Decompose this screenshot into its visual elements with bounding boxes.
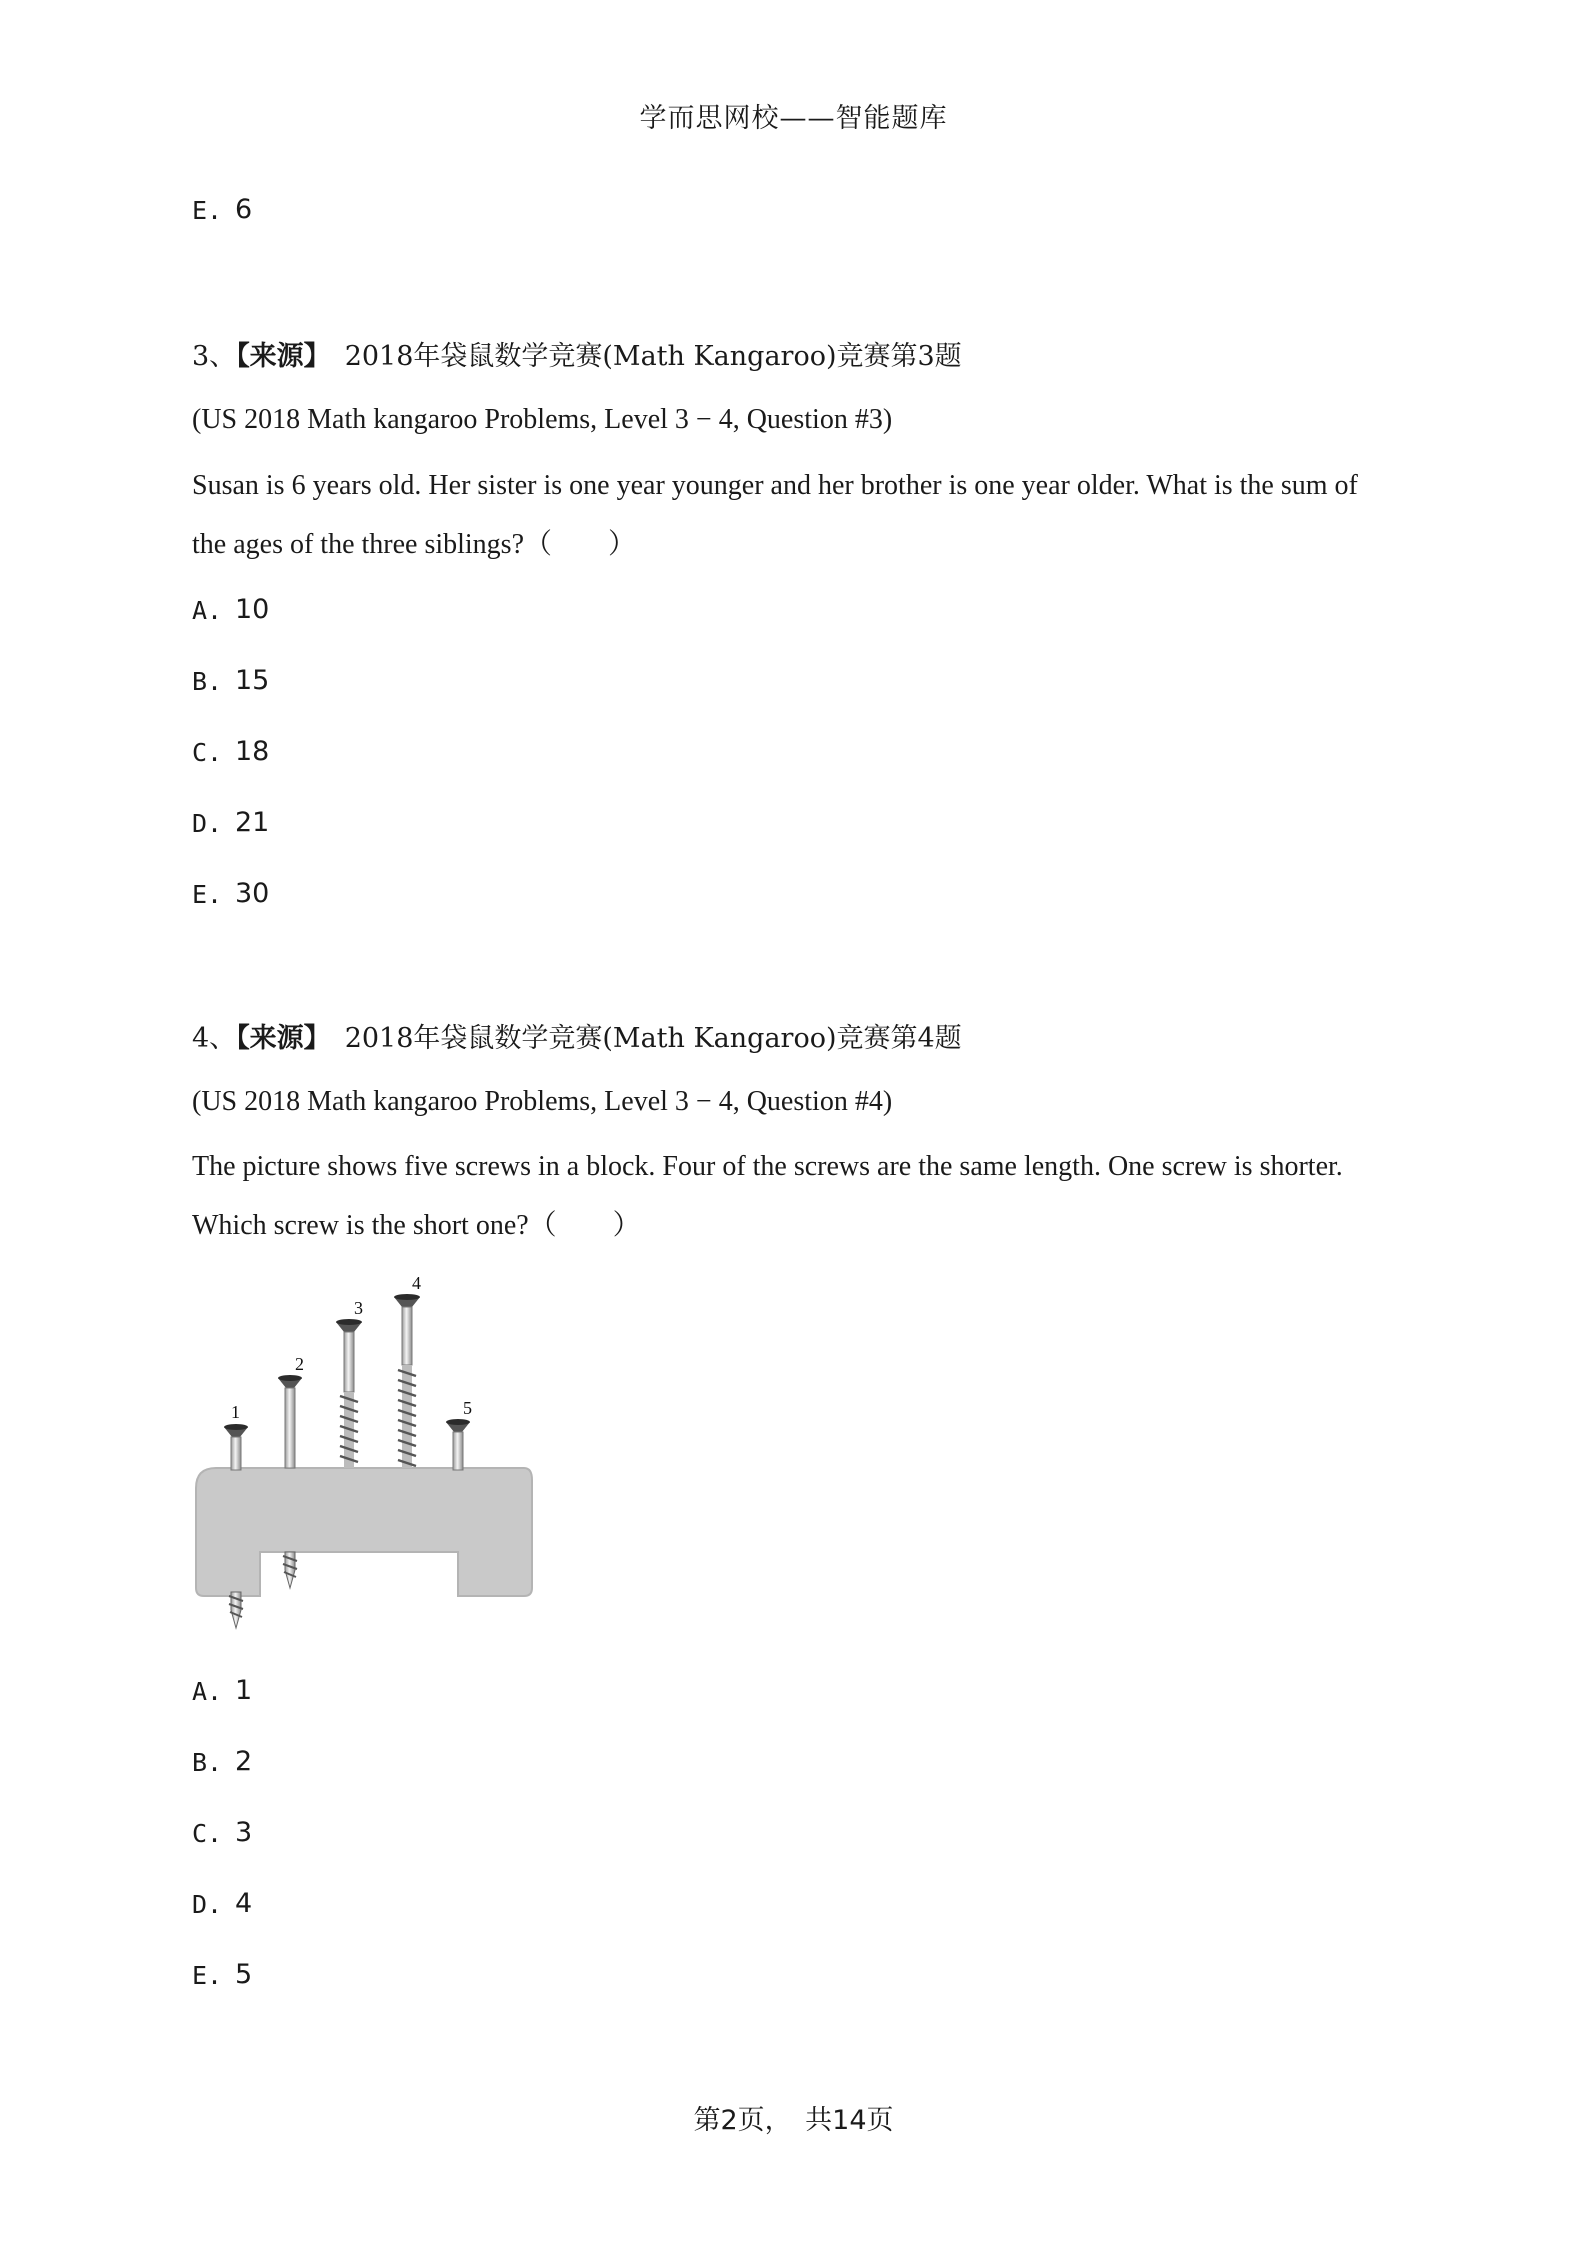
- q3-header: [192, 334, 962, 373]
- q3-option-c-value: 18: [235, 736, 270, 767]
- screws-block-figure: [190, 1270, 540, 1640]
- prev-option-value: 6: [235, 194, 253, 225]
- q3-number: 3、: [192, 341, 237, 372]
- q3-option-b-letter: B.: [192, 667, 223, 696]
- q4-number: 4、: [192, 1023, 237, 1054]
- screw-3: [336, 1319, 362, 1468]
- screw-label-1: 1: [231, 1402, 240, 1422]
- q3-option-c-letter: C.: [192, 738, 223, 767]
- q4-option-c-letter: C.: [192, 1819, 223, 1848]
- q4-option-a-value: 1: [235, 1675, 253, 1706]
- q3-option-d-letter: D.: [192, 809, 223, 838]
- page-header: 学而思网校——智能题库: [639, 103, 948, 134]
- q3-option-a-value: 10: [235, 594, 270, 625]
- q4-option-c-value: 3: [235, 1817, 253, 1848]
- q4-source: 2018年袋鼠数学竞赛(Math Kangaroo)竞赛第4题: [344, 1023, 962, 1054]
- q3-text-line2: the ages of the three siblings?（ ）: [192, 529, 637, 560]
- q3-subtitle: (US 2018 Math kangaroo Problems, Level 3 − 4, Question #3): [192, 404, 893, 435]
- q3-source: 2018年袋鼠数学竞赛(Math Kangaroo)竞赛第3题: [344, 341, 962, 372]
- block-shape: [196, 1468, 532, 1596]
- q4-header: [192, 1016, 962, 1055]
- q3-source-tag: 【来源】: [236, 341, 331, 372]
- q4-subtitle: (US 2018 Math kangaroo Problems, Level 3 − 4, Question #4): [192, 1086, 893, 1117]
- q4-option-b-letter: B.: [192, 1748, 223, 1777]
- q4-option-d-letter: D.: [192, 1890, 223, 1919]
- q4-option-b-value: 2: [235, 1746, 253, 1777]
- screw-5: [446, 1419, 470, 1470]
- q4-option-e-letter: E.: [192, 1961, 223, 1990]
- q4-text-line2: Which screw is the short one?（ ）: [192, 1210, 641, 1241]
- q3-option-a-letter: A.: [192, 596, 223, 625]
- q4-option-a-letter: A.: [192, 1677, 223, 1706]
- screw-4: [394, 1294, 420, 1468]
- screw-label-2: 2: [295, 1354, 304, 1374]
- q3-option-b-value: 15: [235, 665, 270, 696]
- screw-label-3: 3: [354, 1298, 363, 1318]
- screw-label-5: 5: [463, 1398, 472, 1418]
- q3-text-line1: Susan is 6 years old. Her sister is one year younger and her brother is one year older. What is the sum of: [192, 470, 1358, 501]
- q4-option-d-value: 4: [235, 1888, 253, 1919]
- q4-source-tag: 【来源】: [236, 1023, 331, 1054]
- prev-option-letter: E.: [192, 196, 223, 225]
- q4-option-e-value: 5: [235, 1959, 253, 1990]
- q3-option-e-letter: E.: [192, 880, 223, 909]
- q3-option-d-value: 21: [235, 807, 270, 838]
- q3-option-e-value: 30: [235, 878, 270, 909]
- q4-text-line1: The picture shows five screws in a block. Four of the screws are the same length. One screw is shorter.: [192, 1151, 1343, 1182]
- page-footer: 第2页， 共14页: [693, 2105, 894, 2136]
- screw-label-4: 4: [412, 1273, 421, 1293]
